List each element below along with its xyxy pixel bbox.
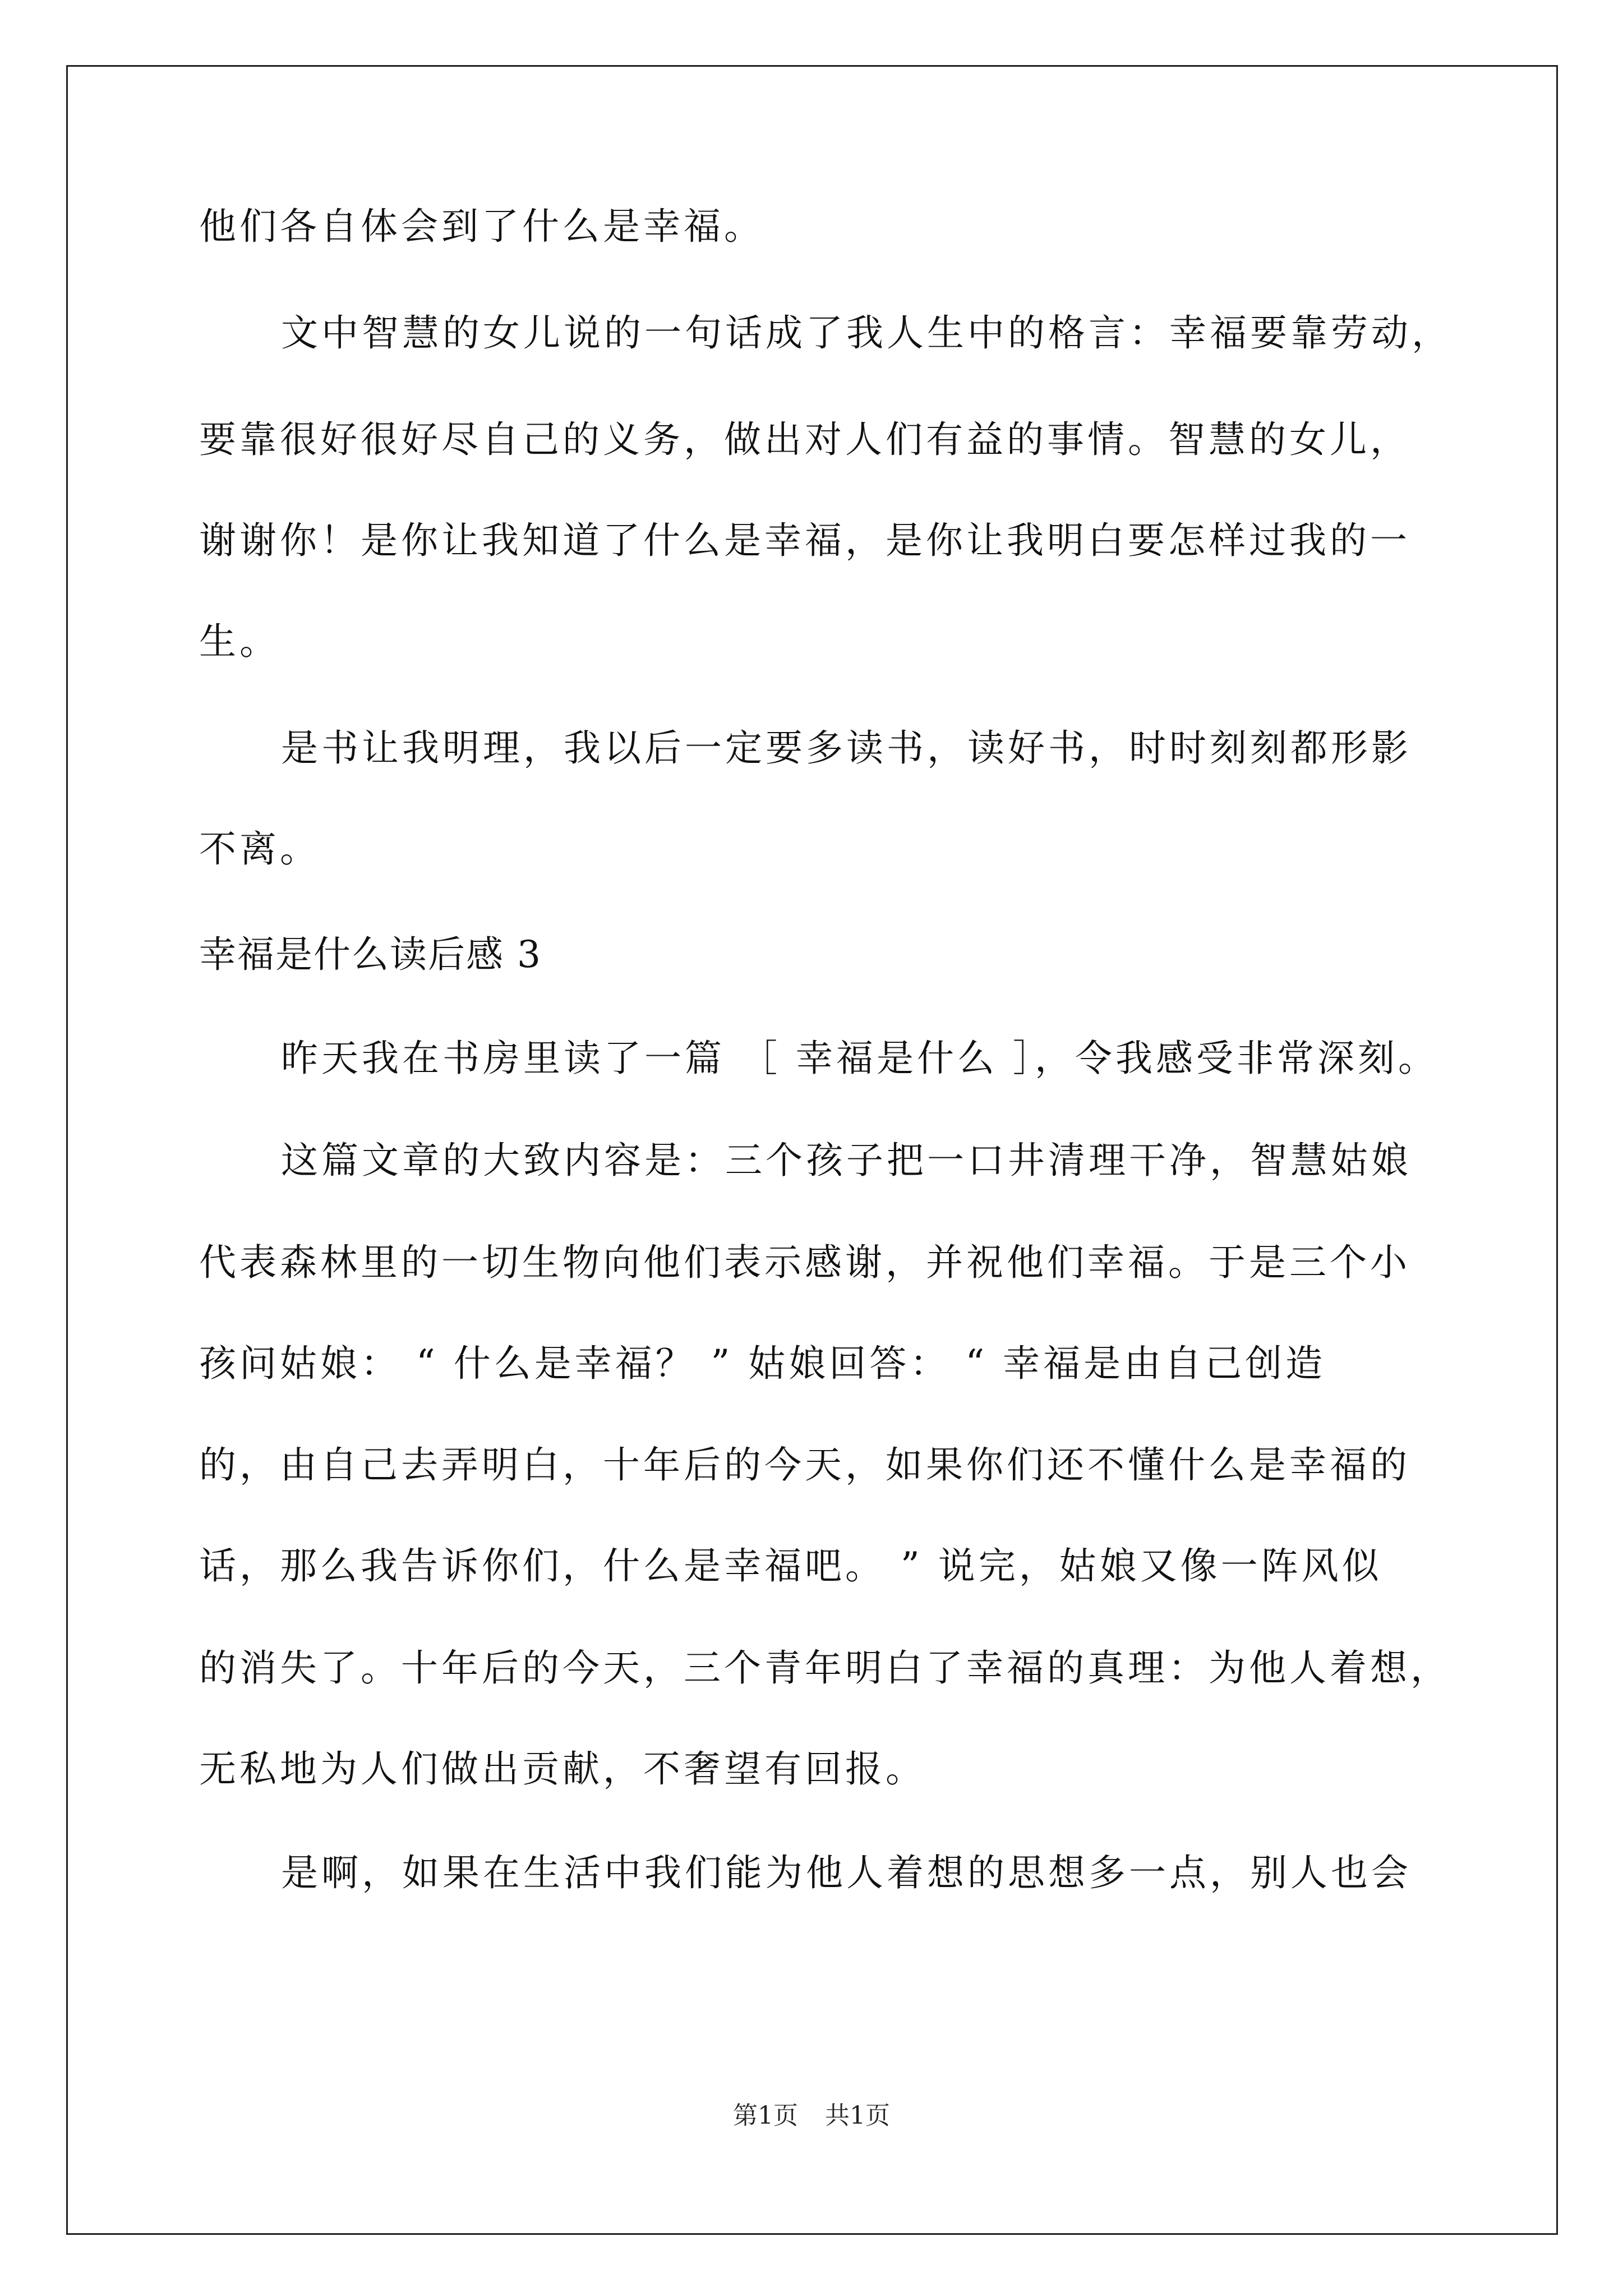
text-line: 这篇文章的大致内容是：三个孩子把一口井清理干净，智慧姑娘: [281, 1139, 1412, 1182]
text-line: 是书让我明理，我以后一定要多读书，读好书，时时刻刻都形影: [281, 726, 1412, 770]
text-line: 生。: [199, 620, 280, 663]
text-line: 昨天我在书房里读了一篇 ［ 幸福是什么 ］，令我感受非常深刻。: [281, 1037, 1438, 1080]
text-line: 要靠很好很好尽自己的义务，做出对人们有益的事情。智慧的女儿，: [199, 418, 1410, 461]
text-line: 文中智慧的女儿说的一句话成了我人生中的格言：幸福要靠劳动，: [281, 311, 1452, 355]
page-total: 共1页: [825, 2101, 890, 2130]
text-line: 谢谢你！是你让我知道了什么是幸福，是你让我明白要怎样过我的一: [199, 519, 1410, 562]
text-line: 无私地为人们做出贡献，不奢望有回报。: [199, 1747, 926, 1791]
page-footer: [0, 2099, 1623, 2133]
text-line: 的消失了。十年后的今天，三个青年明白了幸福的真理：为他人着想，: [199, 1646, 1451, 1690]
text-line: 孩问姑娘： “ 什么是幸福？ ” 姑娘回答： “ 幸福是由自己创造: [199, 1342, 1326, 1385]
section-heading: 幸福是什么读后感 3: [199, 933, 542, 976]
page-number: 第1页: [733, 2101, 798, 2130]
text-line: 他们各自体会到了什么是幸福。: [199, 205, 764, 248]
text-line: 话，那么我告诉你们，什么是幸福吧。 ” 说完，姑娘又像一阵风似: [199, 1544, 1382, 1588]
text-line: 不离。: [199, 827, 320, 871]
text-line: 代表森林里的一切生物向他们表示感谢，并祝他们幸福。于是三个小: [199, 1241, 1410, 1284]
text-line: 的，由自己去弄明白，十年后的今天，如果你们还不懂什么是幸福的: [199, 1443, 1410, 1487]
text-line: 是啊，如果在生活中我们能为他人着想的思想多一点，别人也会: [281, 1851, 1412, 1894]
